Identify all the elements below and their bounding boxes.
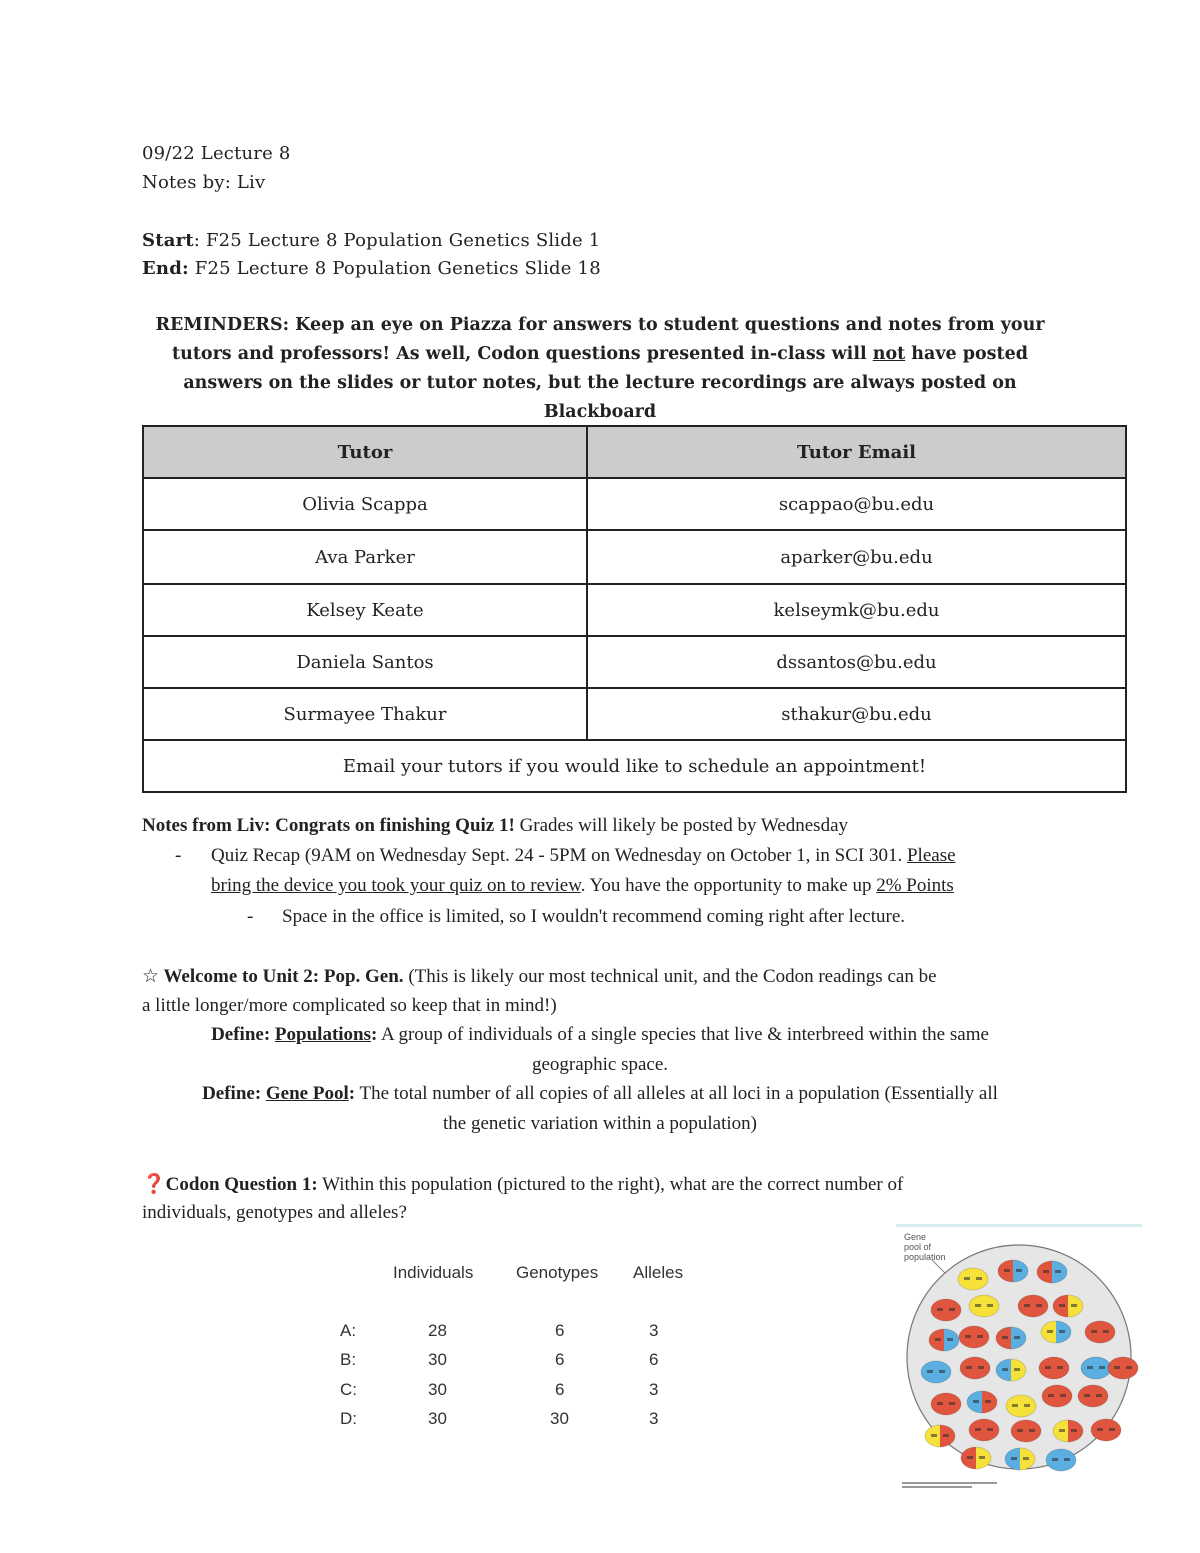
- question-mark-icon: ❓: [142, 1174, 166, 1195]
- figure-credit: [902, 1482, 1022, 1490]
- reminders-paragraph: [140, 311, 1060, 427]
- individual-cell: [1091, 1419, 1121, 1441]
- start-label: Start: [142, 230, 194, 251]
- table-row: [143, 584, 1126, 636]
- codon-question-line-1: [142, 1172, 903, 1196]
- office-space-note: Space in the office is limited, so I wouldn't recommend coming right after lecture.: [282, 906, 906, 927]
- tutor-email-column-header: Tutor Email: [587, 426, 1126, 478]
- individual-cell: [958, 1268, 988, 1290]
- quiz-recap-line-1: [211, 845, 956, 867]
- bullet-dash: -: [247, 906, 254, 927]
- tutor-name: Kelsey Keate: [143, 584, 587, 636]
- individual-cell: [959, 1326, 989, 1348]
- quiz-recap-points: 2% Points: [876, 875, 954, 896]
- option-individuals: 30: [428, 1350, 447, 1369]
- individual-cell: [961, 1447, 991, 1469]
- tutor-name: Daniela Santos: [143, 636, 587, 688]
- tutor-email[interactable]: sthakur@bu.edu: [587, 688, 1126, 740]
- quiz-recap-text: Quiz Recap (9AM on Wednesday Sept. 24 - 5PM on Wednesday on October 1, in SCI 301.: [211, 845, 907, 866]
- individual-cell: [1018, 1295, 1048, 1317]
- define-colon: :: [348, 1083, 356, 1104]
- individual-cell: [998, 1260, 1028, 1282]
- unit-title: Welcome to Unit 2: Pop. Gen.: [159, 966, 404, 987]
- populations-term: Populations: [274, 1024, 372, 1045]
- tutor-name: Ava Parker: [143, 530, 587, 584]
- alleles-column-header: Alleles: [633, 1263, 684, 1282]
- tutor-table-footer: Email your tutors if you would like to schedule an appointment!: [143, 740, 1126, 792]
- tutor-email[interactable]: scappao@bu.edu: [587, 478, 1126, 530]
- tutor-column-header: Tutor: [143, 426, 587, 478]
- define-colon: :: [371, 1024, 378, 1045]
- tutor-email[interactable]: kelseymk@bu.edu: [587, 584, 1126, 636]
- gene-pool-circle: [896, 1224, 1142, 1494]
- individual-cell: [960, 1357, 990, 1379]
- notes-by-line: Notes by: Liv: [142, 172, 266, 193]
- option-individuals: 30: [428, 1409, 447, 1428]
- table-row: [143, 636, 1126, 688]
- individual-cell: [1081, 1357, 1111, 1379]
- populations-definition-text: A group of individuals of a single species that live & interbreed within the same: [377, 1024, 989, 1045]
- unit-title-line: [142, 965, 937, 988]
- individual-cell: [921, 1361, 951, 1383]
- gene-pool-term: Gene Pool: [265, 1083, 349, 1104]
- table-footer-row: [143, 740, 1126, 792]
- reminders-text-1: REMINDERS: Keep an eye on Piazza for answers to student questions and notes from your tutors and professors! As well, Codon questions presented in-class will: [155, 315, 1045, 364]
- individual-cell: [1053, 1420, 1083, 1442]
- end-label: End:: [142, 258, 189, 279]
- unit-title-line-2: a little longer/more complicated so keep that in mind!): [142, 995, 557, 1016]
- individual-cell: [969, 1295, 999, 1317]
- individuals-column-header: Individuals: [393, 1263, 474, 1282]
- individual-cell: [931, 1393, 961, 1415]
- option-genotypes: 6: [555, 1380, 565, 1399]
- individual-cell: [967, 1391, 997, 1413]
- populations-definition-line-1: [140, 1024, 1060, 1046]
- individual-cell: [1053, 1295, 1083, 1317]
- end-line: [142, 258, 601, 279]
- codon-question-label: Codon Question 1:: [165, 1174, 318, 1195]
- individual-cell: [931, 1299, 961, 1321]
- individual-cell: [1042, 1385, 1072, 1407]
- tutor-email[interactable]: dssantos@bu.edu: [587, 636, 1126, 688]
- tutor-email[interactable]: aparker@bu.edu: [587, 530, 1126, 584]
- individual-cell: [1011, 1420, 1041, 1442]
- table-row: [143, 530, 1126, 584]
- option-individuals: 30: [428, 1380, 447, 1399]
- reminders-not: not: [872, 344, 906, 364]
- individual-cell: [1041, 1321, 1071, 1343]
- bullet-dash: -: [175, 845, 182, 866]
- lecture-date-line: 09/22 Lecture 8: [142, 143, 291, 164]
- individual-cell: [1046, 1449, 1076, 1471]
- option-genotypes: 6: [555, 1350, 565, 1369]
- notes-lead: [142, 815, 848, 837]
- reminders-text-2: have posted answers on the slides or tutor notes, but the lecture recordings are always posted on Blackboard: [183, 344, 1028, 422]
- option-genotypes: 30: [550, 1409, 569, 1428]
- genotypes-column-header: Genotypes: [516, 1263, 599, 1282]
- option-letter: B:: [340, 1350, 357, 1369]
- define-label: Define:: [211, 1024, 275, 1045]
- quiz-recap-opportunity: . You have the opportunity to make up: [580, 875, 877, 896]
- gene-pool-definition-line-1: [140, 1083, 1060, 1105]
- option-letter: A:: [340, 1321, 357, 1340]
- gene-pool-label: Gene pool of population: [904, 1232, 946, 1262]
- tutor-table: [142, 425, 1127, 793]
- start-text: : F25 Lecture 8 Population Genetics Slide 1: [193, 230, 601, 251]
- tutor-table-header: [143, 426, 1126, 478]
- option-genotypes: 6: [555, 1321, 565, 1340]
- notes-lead-rest: Grades will likely be posted by Wednesday: [514, 815, 848, 836]
- table-row: [143, 688, 1126, 740]
- start-line: [142, 230, 600, 251]
- notes-lead-bold: Notes from Liv: Congrats on finishing Quiz 1!: [142, 815, 515, 836]
- codon-question-line-2: individuals, genotypes and alleles?: [142, 1202, 407, 1223]
- quiz-recap-line-2: [211, 875, 954, 897]
- tutor-name: Surmayee Thakur: [143, 688, 587, 740]
- quiz-recap-bring-device: bring the device you took your quiz on to review: [211, 875, 581, 896]
- individual-cell: [1078, 1385, 1108, 1407]
- codon-question-text: Within this population (pictured to the right), what are the correct number of: [317, 1174, 904, 1195]
- star-icon: ☆: [142, 966, 160, 987]
- individual-cell: [1039, 1357, 1069, 1379]
- individual-cell: [925, 1425, 955, 1447]
- individual-cell: [1006, 1395, 1036, 1417]
- individual-cell: [929, 1329, 959, 1351]
- individual-cell: [1005, 1448, 1035, 1470]
- tutor-name: Olivia Scappa: [143, 478, 587, 530]
- end-text: F25 Lecture 8 Population Genetics Slide 18: [188, 258, 601, 279]
- option-alleles: 6: [649, 1350, 659, 1369]
- individual-cell: [1037, 1261, 1067, 1283]
- gene-pool-definition-text: The total number of all copies of all alleles at all loci in a population (Essentially all: [355, 1083, 998, 1104]
- option-letter: C:: [340, 1380, 357, 1399]
- individual-cell: [1108, 1357, 1138, 1379]
- gene-pool-figure: [896, 1224, 1142, 1494]
- populations-definition-line-2: geographic space.: [531, 1054, 669, 1075]
- individual-cell: [996, 1327, 1026, 1349]
- option-alleles: 3: [649, 1380, 659, 1399]
- individual-cell: [1085, 1321, 1115, 1343]
- define-label: Define:: [202, 1083, 266, 1104]
- option-individuals: 28: [428, 1321, 447, 1340]
- option-letter: D:: [340, 1409, 357, 1428]
- individual-cell: [996, 1359, 1026, 1381]
- individual-cell: [969, 1419, 999, 1441]
- unit-title-rest: (This is likely our most technical unit, and the Codon readings can be: [403, 966, 937, 987]
- option-alleles: 3: [649, 1409, 659, 1428]
- option-alleles: 3: [649, 1321, 659, 1340]
- table-row: [143, 478, 1126, 530]
- quiz-recap-please: Please: [906, 845, 956, 866]
- gene-pool-definition-line-2: the genetic variation within a population): [443, 1113, 757, 1134]
